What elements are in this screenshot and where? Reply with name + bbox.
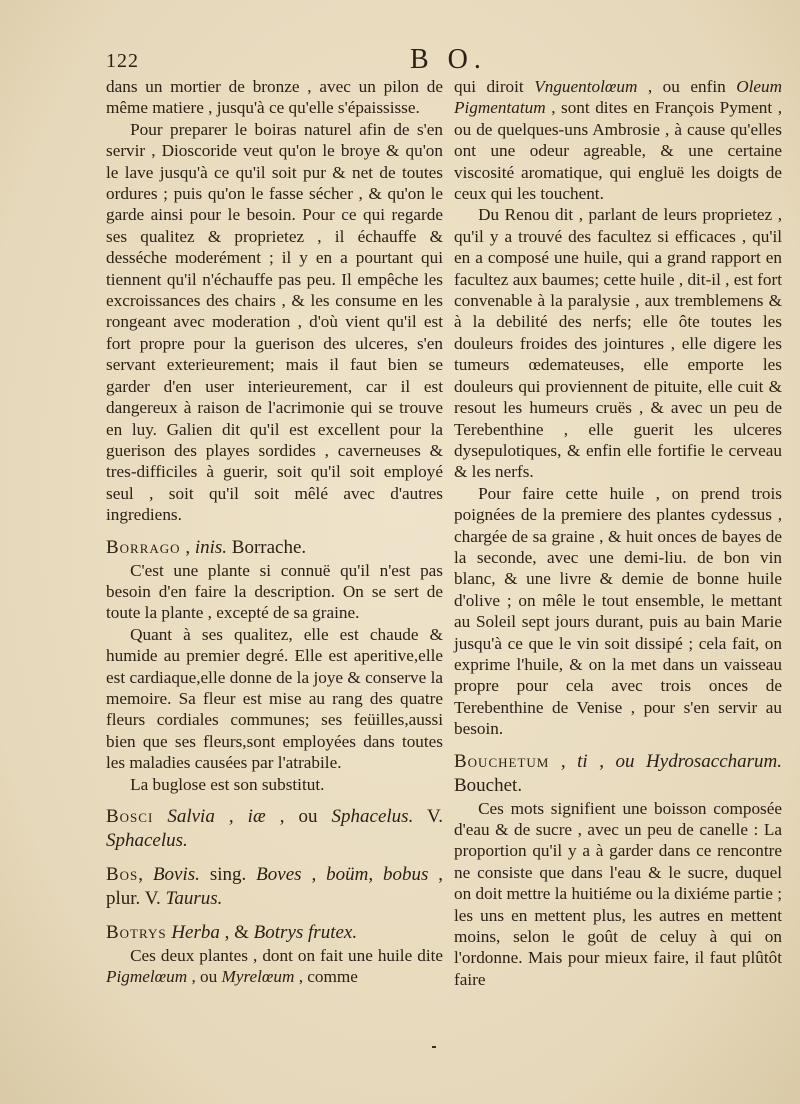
paragraph-mortier: dans un mortier de bronze , avec un pilon de même matiere , jusqu'à ce qu'elle s'épaississe.	[106, 77, 443, 118]
page-number: 122	[106, 50, 139, 72]
entry-borrago: Borrago , inis. Borrache.	[106, 536, 307, 558]
entry-bos: Bos, Bovis. sing. Boves , boüm, bobus , plur. V. Taurus.	[106, 864, 444, 909]
entry-headword: Borrago	[106, 536, 181, 558]
paragraph-borrago-description: C'est une plante si connuë qu'il n'est pas besoin d'en faire la description. On se sert de toute la plante , excepté de sa graine.	[106, 560, 443, 623]
entry-bosci: Bosci Salvia , iæ , ou Sphacelus. V. Sphacelus.	[106, 806, 444, 851]
paragraph-boiras: Pour preparer le boiras naturel afin de s'en servir , Dioscoride veut qu'on le broye & qu'on le lave jusqu'à ce qu'il soit pur & net de toutes ordures ; puis qu'on le fasse sécher , & qu'on le garde ainsi pour le besoin. Pour ce qui regarde ses qualitez & proprietez , il échauffe & desséche moderément ; il y en a pourtant qui tiennent qu'il n'échauffe pas peu. Il empêche les excroissances des chairs , & les consume en les rongeant avec moderation , d'où vient qu'il est fort propre pour la guerison des ulceres, s'en servant exterieurement; mais il faut bien se garder d'en user interieurement, car il est dangereux à raison de l'acrimonie qui se trouve en luy. Galien dit qu'il est excellent pour la guerison des playes sordides , caverneuses & tres-difficiles à guerir, soit qu'il soit employé seul , soit qu'il soit mêlé avec d'autres ingrediens.	[106, 119, 443, 525]
entry-french-name: Borrache.	[231, 536, 307, 558]
paragraph-buglose: La buglose est son substitut.	[130, 774, 325, 794]
right-column	[454, 76, 782, 990]
ink-speck	[432, 1046, 436, 1048]
entry-bouchetum: Bouchetum , ti , ou Hydrosaccharum. Bouchet.	[454, 750, 783, 796]
entry-genitive: inis.	[194, 536, 228, 558]
paragraph-botrys: Ces deux plantes , dont on fait une huile dite Pigmelœum , ou Myrelœum , comme	[106, 946, 443, 987]
paragraph-pyment: qui diroit Vnguentolœum , ou enfin Oleum Pigmentatum , sont dites en François Pyment , ou de quelques-uns Ambrosie , à cause qu'elles ont une odeur agreable, & une certaine viscosité aromatique, qui engluë les doigts de ceux qui les touchent.	[454, 77, 783, 204]
paragraph-recipe: Pour faire cette huile , on prend trois poignées de la premiere des plantes cydessus , chargée de sa graine , & huit onces de bayes de la seconde, avec une demi-liu. de bon vin blanc, & une livre & demie de bonne huile d'olive ; on mêle le tout ensemble, le mettant au Soleil sept jours durant, puis au bain Marie jusqu'à ce que le vin soit dissipé ; cela fait, on exprime l'huile, & on la met dans un vaisseau propre pour cela avec trois onces de Terebenthine de Venise , pour s'en servir au besoin.	[454, 483, 782, 739]
left-column	[106, 76, 443, 988]
paragraph-du-renou: Du Renou dit , parlant de leurs proprietez , qu'il y a trouvé des facultez si efficaces , qu'il en a composé une huile, qui a grand rapport en facultez aux baumes; cette huile , dit-il , est fort convenable à la paralysie , aux tremblemens & à la debilité des nerfs; elle ôte toutes les douleurs froides des jointures , elle digere les tumeurs œdemateuses, elle emporte les douleurs qui proviennent de pituite, elle cuit & resout les humeurs cruës , & avec un peu de Terebenthine , elle guerit les ulceres dysepulotiques, & enfin elle fortifie le cerveau & les nerfs.	[454, 205, 782, 482]
paragraph-borrago-qualities: Quant à ses qualitez, elle est chaude & humide au premier degré. Elle est aperitive,elle est cardiaque,elle donne de la joye & conserve la memoire. Sa fleur est mise au rang des quatre fleurs cordiales communes; ses feüilles,aussi bien que ses fleurs,sont employées dans toutes les maladies causées par l'atrabile.	[106, 624, 443, 773]
entry-botrys: Botrys Herba , & Botrys frutex.	[106, 922, 358, 943]
paragraph-bouchet: Ces mots signifient une boisson composée d'eau & de sucre , avec un peu de canelle : La proportion qu'il y a à garder dans ce rencontre ne consiste que dans l'eau & le sucre, duquel on doit mettre la huitiéme ou la dixiéme partie ; les uns en mettent plus, les autres en mettent moins, selon le goût de celuy à qui on l'ordonne. Mais pour mieux faire, il faut plûtôt faire	[454, 798, 782, 989]
running-head: B O.	[410, 44, 487, 75]
